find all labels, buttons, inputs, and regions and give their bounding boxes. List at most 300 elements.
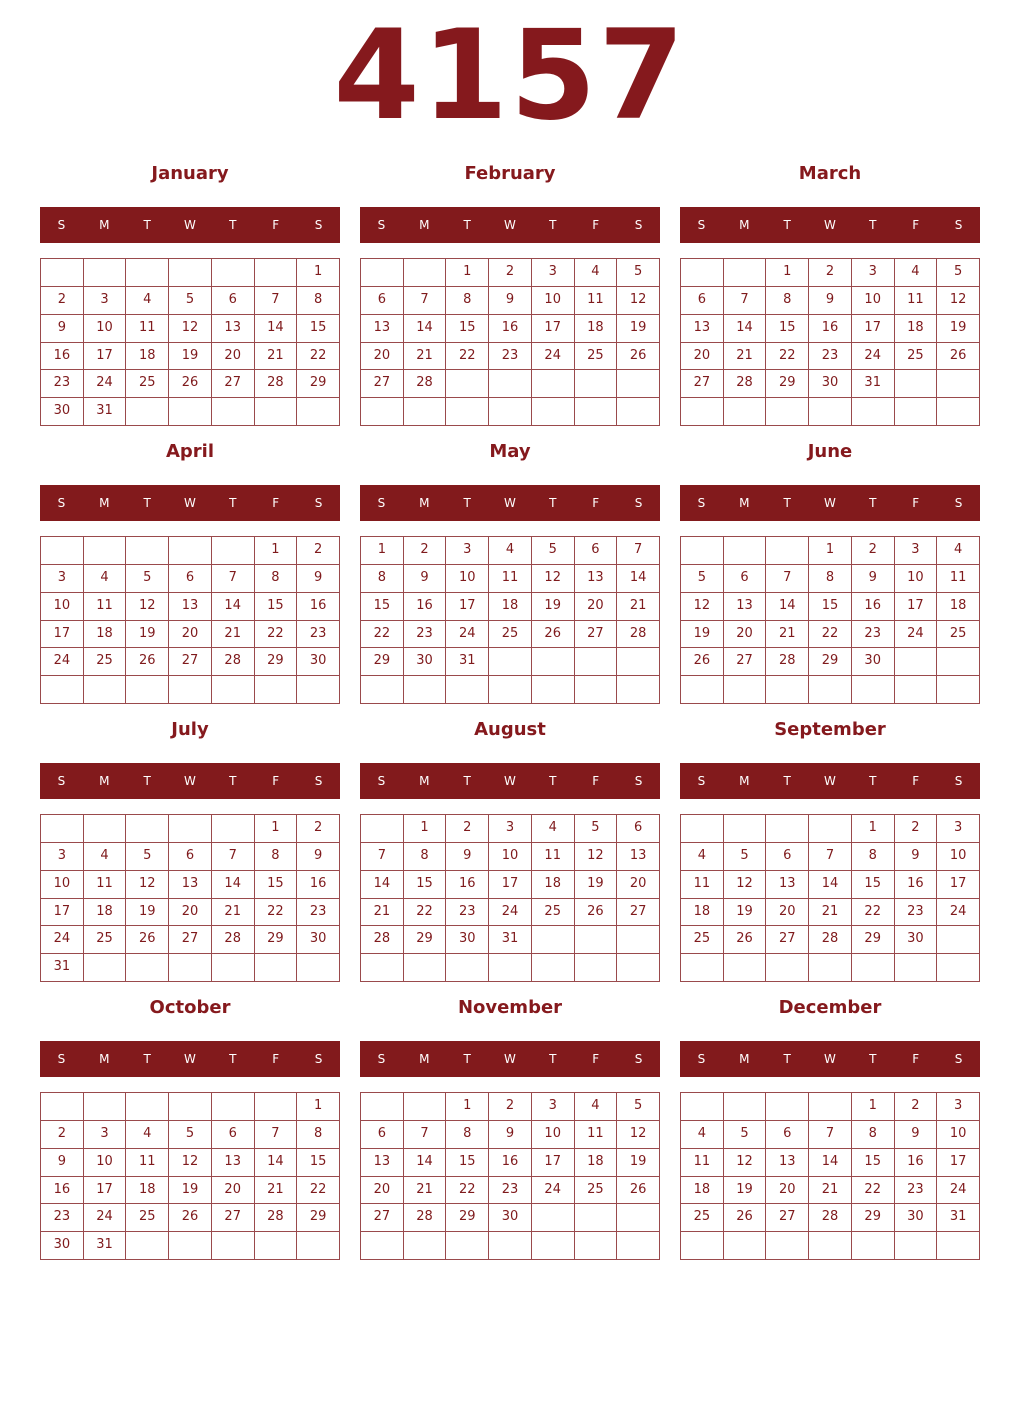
day-cell: 3 <box>852 259 895 287</box>
day-cell <box>41 676 84 704</box>
month-name: November <box>457 997 563 1018</box>
day-cell: 28 <box>404 370 447 398</box>
day-cell <box>255 1093 298 1121</box>
day-cell: 25 <box>895 343 938 371</box>
day-cell: 16 <box>404 593 447 621</box>
day-cell: 21 <box>404 343 447 371</box>
day-cell: 10 <box>937 843 980 871</box>
day-cell: 1 <box>255 815 298 843</box>
weekday-label: T <box>549 1052 557 1066</box>
month-name: February <box>464 163 556 184</box>
day-cell: 28 <box>212 648 255 676</box>
day-cell <box>724 398 767 426</box>
day-cell: 28 <box>617 621 660 649</box>
day-cell <box>895 676 938 704</box>
day-cell <box>169 1232 212 1260</box>
day-cell: 21 <box>766 621 809 649</box>
month-april <box>40 436 340 704</box>
day-cell: 6 <box>575 537 618 565</box>
weekday-label: T <box>869 496 877 510</box>
day-cell <box>617 1232 660 1260</box>
day-cell <box>126 815 169 843</box>
day-cell <box>361 954 404 982</box>
day-cell: 17 <box>852 315 895 343</box>
weekday-label: M <box>99 496 110 510</box>
day-cell: 17 <box>489 871 532 899</box>
day-cell: 21 <box>724 343 767 371</box>
day-cell: 22 <box>852 1177 895 1205</box>
day-cell: 20 <box>766 899 809 927</box>
day-grid <box>360 1092 660 1260</box>
day-cell: 7 <box>809 843 852 871</box>
day-cell: 13 <box>361 1149 404 1177</box>
day-cell: 8 <box>446 1121 489 1149</box>
month-june <box>680 436 980 704</box>
weekday-label: F <box>912 774 920 788</box>
day-cell: 5 <box>126 565 169 593</box>
day-cell <box>681 1093 724 1121</box>
day-cell: 30 <box>446 926 489 954</box>
day-cell: 28 <box>404 1204 447 1232</box>
day-cell <box>41 537 84 565</box>
day-cell: 3 <box>84 287 127 315</box>
weekday-label: W <box>824 496 836 510</box>
weekday-label: T <box>229 218 237 232</box>
weekday-label: T <box>143 1052 151 1066</box>
day-cell: 17 <box>446 593 489 621</box>
weekday-label: S <box>377 218 386 232</box>
day-cell <box>404 954 447 982</box>
day-cell: 10 <box>937 1121 980 1149</box>
day-cell: 22 <box>255 621 298 649</box>
day-cell <box>895 1232 938 1260</box>
weekday-label: S <box>697 774 706 788</box>
day-cell: 3 <box>937 1093 980 1121</box>
month-march <box>680 158 980 426</box>
day-cell: 18 <box>126 343 169 371</box>
day-cell <box>681 815 724 843</box>
day-cell: 16 <box>41 1177 84 1205</box>
day-cell <box>852 954 895 982</box>
day-cell: 19 <box>575 871 618 899</box>
day-cell: 30 <box>41 398 84 426</box>
day-cell <box>532 954 575 982</box>
day-cell <box>766 398 809 426</box>
day-cell: 8 <box>297 1121 340 1149</box>
day-cell: 13 <box>766 871 809 899</box>
day-cell: 9 <box>489 1121 532 1149</box>
day-cell: 7 <box>617 537 660 565</box>
weekday-label: W <box>504 496 516 510</box>
day-cell: 9 <box>41 1149 84 1177</box>
day-cell: 2 <box>297 537 340 565</box>
day-grid <box>680 1092 980 1260</box>
weekday-label: T <box>229 496 237 510</box>
month-october <box>40 992 340 1260</box>
month-may <box>360 436 660 704</box>
month-name: July <box>171 719 209 740</box>
day-cell: 11 <box>126 1149 169 1177</box>
day-cell: 1 <box>446 1093 489 1121</box>
weekday-header <box>680 207 980 243</box>
weekday-label: S <box>57 496 66 510</box>
weekday-label: S <box>954 496 963 510</box>
day-cell <box>84 815 127 843</box>
day-cell: 24 <box>937 1177 980 1205</box>
day-cell: 29 <box>446 1204 489 1232</box>
day-cell: 21 <box>361 899 404 927</box>
day-cell: 24 <box>41 648 84 676</box>
day-cell: 16 <box>895 1149 938 1177</box>
day-cell: 10 <box>41 593 84 621</box>
day-cell <box>41 259 84 287</box>
day-cell <box>169 259 212 287</box>
day-cell: 4 <box>84 843 127 871</box>
day-cell: 29 <box>404 926 447 954</box>
day-cell: 31 <box>84 1232 127 1260</box>
day-cell: 15 <box>361 593 404 621</box>
day-cell: 1 <box>446 259 489 287</box>
day-cell: 27 <box>575 621 618 649</box>
day-cell: 18 <box>126 1177 169 1205</box>
day-cell: 16 <box>41 343 84 371</box>
day-cell: 13 <box>212 315 255 343</box>
day-cell: 26 <box>169 1204 212 1232</box>
day-cell <box>255 954 298 982</box>
day-cell: 11 <box>532 843 575 871</box>
day-cell: 17 <box>84 1177 127 1205</box>
month-name: April <box>165 441 215 462</box>
day-cell: 8 <box>404 843 447 871</box>
day-grid <box>360 536 660 704</box>
day-cell: 6 <box>212 287 255 315</box>
day-cell: 25 <box>681 1204 724 1232</box>
day-cell: 6 <box>766 843 809 871</box>
weekday-label: T <box>229 1052 237 1066</box>
month-name: March <box>798 163 862 184</box>
weekday-label: W <box>824 218 836 232</box>
day-cell <box>41 1093 84 1121</box>
day-cell: 16 <box>852 593 895 621</box>
day-cell: 2 <box>852 537 895 565</box>
day-cell: 13 <box>361 315 404 343</box>
day-cell <box>617 676 660 704</box>
day-cell <box>681 537 724 565</box>
day-cell: 8 <box>852 843 895 871</box>
day-cell: 11 <box>84 593 127 621</box>
day-cell <box>617 648 660 676</box>
day-cell: 11 <box>937 565 980 593</box>
day-cell <box>617 398 660 426</box>
day-cell: 28 <box>255 1204 298 1232</box>
day-cell: 3 <box>41 565 84 593</box>
day-cell: 25 <box>126 370 169 398</box>
day-cell <box>126 954 169 982</box>
day-cell: 26 <box>169 370 212 398</box>
day-cell: 15 <box>852 871 895 899</box>
day-cell: 7 <box>724 287 767 315</box>
day-cell: 17 <box>41 899 84 927</box>
day-cell <box>895 370 938 398</box>
day-cell: 27 <box>212 370 255 398</box>
day-cell <box>297 398 340 426</box>
weekday-label: F <box>912 496 920 510</box>
day-cell <box>404 259 447 287</box>
day-cell <box>809 676 852 704</box>
day-cell: 19 <box>169 1177 212 1205</box>
weekday-label: M <box>739 1052 750 1066</box>
day-cell: 10 <box>532 1121 575 1149</box>
day-cell <box>489 954 532 982</box>
day-cell <box>212 1093 255 1121</box>
day-cell <box>895 398 938 426</box>
day-cell: 5 <box>724 843 767 871</box>
weekday-label: T <box>869 218 877 232</box>
day-cell: 1 <box>255 537 298 565</box>
day-cell: 8 <box>255 843 298 871</box>
weekday-label: M <box>419 1052 430 1066</box>
day-cell <box>681 676 724 704</box>
day-cell: 24 <box>446 621 489 649</box>
day-cell: 23 <box>41 1204 84 1232</box>
day-cell: 16 <box>489 1149 532 1177</box>
day-cell: 9 <box>852 565 895 593</box>
day-cell: 24 <box>852 343 895 371</box>
day-cell: 6 <box>617 815 660 843</box>
day-cell: 9 <box>446 843 489 871</box>
weekday-label: F <box>272 774 280 788</box>
day-cell: 9 <box>895 843 938 871</box>
day-cell: 17 <box>937 871 980 899</box>
day-cell: 14 <box>212 593 255 621</box>
day-cell <box>446 954 489 982</box>
weekday-header <box>40 485 340 521</box>
day-cell: 3 <box>895 537 938 565</box>
day-cell: 22 <box>852 899 895 927</box>
day-cell: 15 <box>297 1149 340 1177</box>
weekday-label: M <box>419 774 430 788</box>
weekday-label: S <box>377 496 386 510</box>
day-cell: 23 <box>297 621 340 649</box>
day-cell <box>446 1232 489 1260</box>
day-grid <box>680 258 980 426</box>
day-cell <box>617 954 660 982</box>
day-cell <box>212 398 255 426</box>
day-cell: 10 <box>489 843 532 871</box>
day-cell: 11 <box>681 1149 724 1177</box>
weekday-label: W <box>824 1052 836 1066</box>
weekday-label: S <box>954 218 963 232</box>
day-cell: 1 <box>297 259 340 287</box>
weekday-label: F <box>912 218 920 232</box>
day-cell: 22 <box>809 621 852 649</box>
day-cell <box>126 537 169 565</box>
day-cell: 1 <box>361 537 404 565</box>
day-cell: 30 <box>297 926 340 954</box>
day-cell <box>681 954 724 982</box>
weekday-label: T <box>783 496 791 510</box>
day-cell: 25 <box>575 1177 618 1205</box>
day-cell: 4 <box>126 287 169 315</box>
day-cell: 23 <box>895 1177 938 1205</box>
weekday-label: W <box>184 218 196 232</box>
day-cell <box>212 676 255 704</box>
weekday-label: S <box>634 496 643 510</box>
day-cell: 15 <box>255 871 298 899</box>
weekday-label: F <box>592 218 600 232</box>
day-cell <box>809 398 852 426</box>
day-cell: 5 <box>575 815 618 843</box>
day-grid <box>680 814 980 982</box>
weekday-label: W <box>184 774 196 788</box>
day-cell: 31 <box>852 370 895 398</box>
day-cell: 21 <box>212 621 255 649</box>
day-cell: 9 <box>297 565 340 593</box>
day-cell: 2 <box>41 1121 84 1149</box>
day-cell: 27 <box>361 1204 404 1232</box>
weekday-label: T <box>143 496 151 510</box>
weekday-label: T <box>783 1052 791 1066</box>
day-cell <box>895 954 938 982</box>
day-cell: 6 <box>724 565 767 593</box>
month-september <box>680 714 980 982</box>
day-cell: 22 <box>446 1177 489 1205</box>
day-cell: 20 <box>212 1177 255 1205</box>
day-cell: 7 <box>404 1121 447 1149</box>
day-cell <box>809 1232 852 1260</box>
day-cell <box>575 954 618 982</box>
weekday-label: W <box>184 1052 196 1066</box>
day-grid <box>40 814 340 982</box>
day-cell: 17 <box>41 621 84 649</box>
day-cell <box>809 815 852 843</box>
day-cell: 23 <box>404 621 447 649</box>
day-cell: 15 <box>446 1149 489 1177</box>
weekday-label: S <box>697 218 706 232</box>
day-cell: 9 <box>41 315 84 343</box>
day-cell <box>809 954 852 982</box>
weekday-label: S <box>314 1052 323 1066</box>
day-cell <box>361 815 404 843</box>
day-cell: 18 <box>681 1177 724 1205</box>
day-cell: 19 <box>126 621 169 649</box>
month-july <box>40 714 340 982</box>
day-cell: 2 <box>41 287 84 315</box>
day-cell: 30 <box>895 1204 938 1232</box>
day-cell: 1 <box>297 1093 340 1121</box>
day-cell: 26 <box>532 621 575 649</box>
day-cell: 7 <box>255 287 298 315</box>
day-cell: 22 <box>766 343 809 371</box>
day-cell: 25 <box>84 648 127 676</box>
day-cell: 5 <box>617 1093 660 1121</box>
weekday-label: M <box>99 218 110 232</box>
day-cell: 22 <box>255 899 298 927</box>
weekday-label: S <box>314 496 323 510</box>
day-cell: 9 <box>489 287 532 315</box>
day-cell <box>84 1093 127 1121</box>
weekday-label: T <box>549 496 557 510</box>
day-cell: 20 <box>169 899 212 927</box>
weekday-label: F <box>912 1052 920 1066</box>
weekday-label: T <box>869 1052 877 1066</box>
day-cell: 26 <box>617 1177 660 1205</box>
day-cell: 10 <box>532 287 575 315</box>
day-cell: 4 <box>532 815 575 843</box>
day-cell <box>404 676 447 704</box>
day-cell: 13 <box>766 1149 809 1177</box>
day-cell: 13 <box>681 315 724 343</box>
weekday-label: W <box>504 1052 516 1066</box>
day-cell <box>489 398 532 426</box>
month-november <box>360 992 660 1260</box>
day-cell: 12 <box>575 843 618 871</box>
weekday-header <box>40 207 340 243</box>
day-cell: 20 <box>169 621 212 649</box>
day-cell: 3 <box>84 1121 127 1149</box>
day-cell: 30 <box>895 926 938 954</box>
day-cell: 24 <box>84 1204 127 1232</box>
day-cell <box>84 954 127 982</box>
day-cell: 15 <box>852 1149 895 1177</box>
day-cell: 21 <box>255 1177 298 1205</box>
day-cell <box>404 1093 447 1121</box>
day-cell: 24 <box>937 899 980 927</box>
day-cell <box>126 1232 169 1260</box>
day-cell: 26 <box>937 343 980 371</box>
day-cell <box>852 398 895 426</box>
day-cell: 9 <box>297 843 340 871</box>
day-cell: 21 <box>212 899 255 927</box>
day-cell <box>532 926 575 954</box>
day-cell <box>126 398 169 426</box>
day-cell <box>766 815 809 843</box>
day-cell: 21 <box>809 899 852 927</box>
day-cell: 25 <box>681 926 724 954</box>
day-cell <box>361 259 404 287</box>
day-cell: 13 <box>169 593 212 621</box>
weekday-header <box>360 207 660 243</box>
weekday-label: T <box>549 774 557 788</box>
day-grid <box>40 536 340 704</box>
day-cell: 9 <box>895 1121 938 1149</box>
day-cell: 20 <box>361 1177 404 1205</box>
day-cell <box>212 1232 255 1260</box>
day-cell: 10 <box>41 871 84 899</box>
day-grid <box>40 1092 340 1260</box>
day-cell: 29 <box>361 648 404 676</box>
day-cell: 2 <box>446 815 489 843</box>
day-cell: 12 <box>126 871 169 899</box>
day-cell: 2 <box>895 815 938 843</box>
weekday-label: M <box>419 218 430 232</box>
day-cell: 14 <box>617 565 660 593</box>
day-cell: 18 <box>575 315 618 343</box>
day-cell: 28 <box>361 926 404 954</box>
day-cell: 15 <box>297 315 340 343</box>
day-cell: 14 <box>404 315 447 343</box>
day-cell: 3 <box>489 815 532 843</box>
day-cell: 18 <box>84 899 127 927</box>
day-cell <box>575 370 618 398</box>
day-cell: 5 <box>937 259 980 287</box>
day-cell: 23 <box>446 899 489 927</box>
day-cell: 7 <box>212 565 255 593</box>
day-cell: 12 <box>169 1149 212 1177</box>
day-cell: 5 <box>126 843 169 871</box>
day-cell <box>446 398 489 426</box>
day-cell: 27 <box>212 1204 255 1232</box>
